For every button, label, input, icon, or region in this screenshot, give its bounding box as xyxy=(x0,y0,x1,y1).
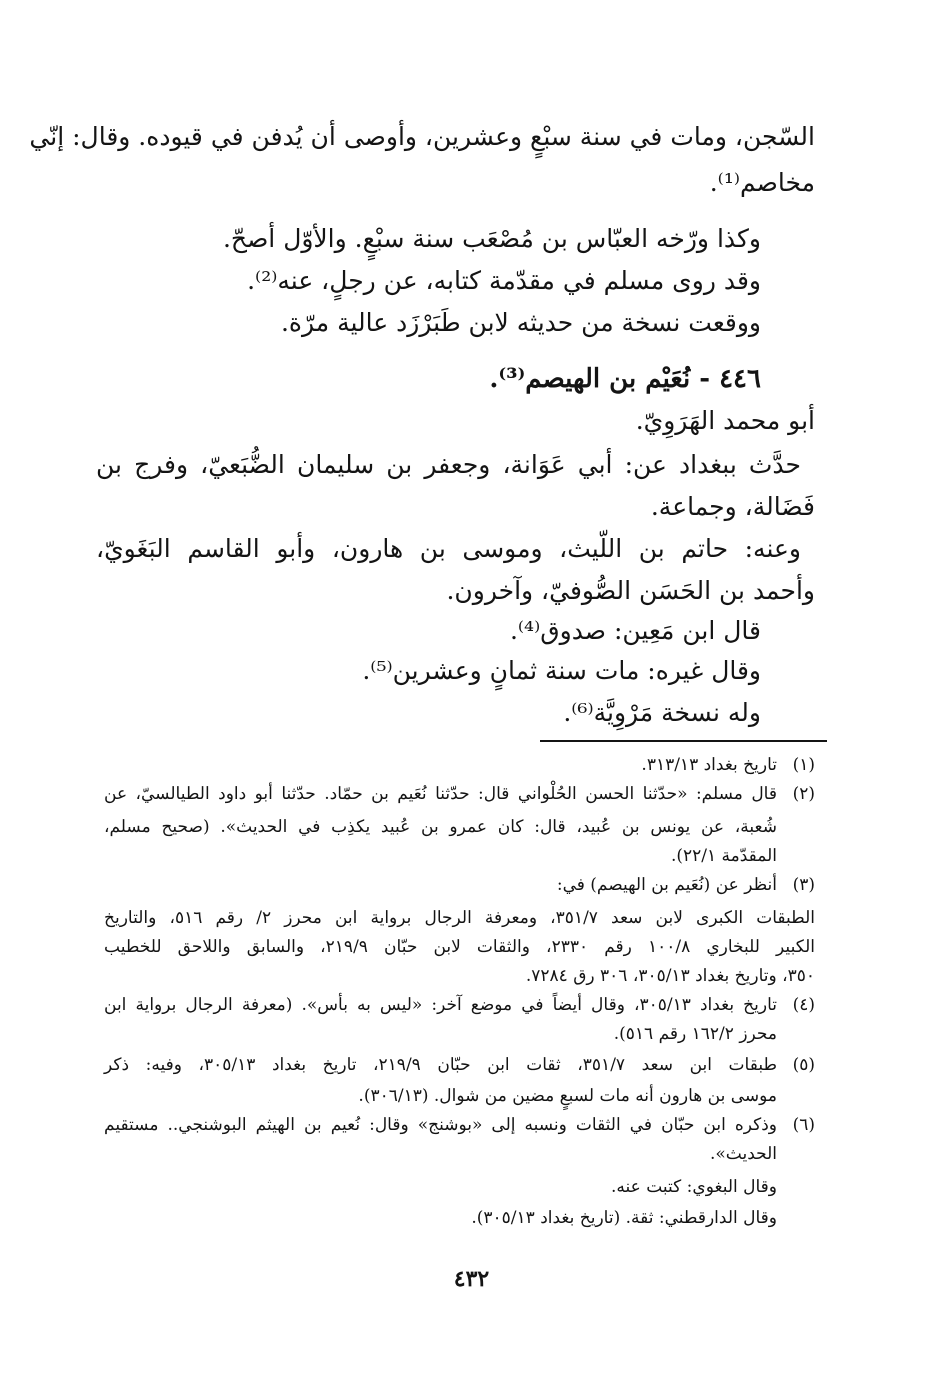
main-text-line: فَضَالة، وجماعة. xyxy=(650,492,815,521)
footnote-text: تاريخ بغداد ٣٠٥/١٣، وقال أيضاً في موضع آخر: «ليس به بأس». (معرفة الرجال برواية ابن xyxy=(104,995,777,1015)
footnote-number: (٣) xyxy=(792,875,815,895)
footnote-text: أنظر عن (نُعَيم بن الهيصم) في: xyxy=(556,875,777,895)
main-paragraph: وقال غيره: مات سنة ثمانٍ وعشرين⁽⁵⁾. xyxy=(362,656,761,685)
footnote-number: (٥) xyxy=(792,1055,815,1075)
page-number: ٤٣٢ xyxy=(453,1266,490,1292)
footnote-text: المقدّمة ٢٢/١). xyxy=(670,846,777,866)
main-paragraph: وكذا ورّخه العبّاس بن مُصْعَب سنة سبْعٍ. والأوّل أصحّ. xyxy=(222,224,761,253)
main-paragraph: ووقعت نسخة من حديثه لابن طَبَرْزَد عالية مرّة. xyxy=(280,308,761,337)
main-paragraph: وقد روى مسلم في مقدّمة كتابه، عن رجلٍ، عنه⁽²⁾. xyxy=(247,266,761,295)
footnote-text: قال مسلم: «حدّثنا الحسن الحُلْواني قال: حدّثنا نُعَيم بن حمّاد. حدّثنا أبو داود الطيالسيّ، عن xyxy=(104,784,777,804)
main-paragraph: قال ابن مَعِين: صدوق⁽⁴⁾. xyxy=(509,616,761,645)
footnote-number: (٦) xyxy=(792,1115,815,1135)
footnote-text: تاريخ بغداد ٣١٣/١٣. xyxy=(641,755,777,775)
footnote-text: محرز ١٦٢/٢ رقم ٥١٦). xyxy=(613,1024,777,1044)
footnote-text: الكبير للبخاري ١٠٠/٨ رقم ٢٣٣٠، والثقات لابن حبّان ٢١٩/٩، والسابق واللاحق للخطيب xyxy=(104,937,815,957)
footnote-text: الحديث». xyxy=(709,1144,777,1164)
footnote-text: وقال الدارقطني: ثقة. (تاريخ بغداد ٣٠٥/١٣). xyxy=(471,1208,777,1228)
entry-heading: ٤٤٦ - نُعَيْم بن الهيصم⁽³⁾. xyxy=(489,364,761,394)
main-text-line: حدَّث ببغداد عن: أبي عَوَانة، وجعفر بن سليمان الضُّبَعيّ، وفرج بن xyxy=(96,450,801,479)
footnote-number: (٤) xyxy=(792,995,815,1015)
main-text-line: السّجن، ومات في سنة سبْعٍ وعشرين، وأوصى أن يُدفن في قيوده. وقال: إنّي xyxy=(29,122,815,151)
footnote-number: (١) xyxy=(792,755,815,775)
footnote-text: الطبقات الكبرى لابن سعد ٣٥١/٧، ومعرفة الرجال برواية ابن محرز ٢/ رقم ٥١٦، والتاريخ xyxy=(104,908,815,928)
footnote-separator xyxy=(540,740,827,742)
footnote-text: شُعبة، عن يونس بن عُبيد، قال: كان عمرو بن عُبيد يكذِب في الحديث». (صحيح مسلم، xyxy=(104,817,777,837)
footnote-text: طبقات ابن سعد ٣٥١/٧، ثقات ابن حبّان ٢١٩/٩، تاريخ بغداد ٣٠٥/١٣، وفيه: ذكر xyxy=(104,1055,777,1075)
footnote-text: وذكره ابن حبّان في الثقات ونسبه إلى «بوشنج» وقال: نُعيم بن الهيثم البوشنجي.. مستقيم xyxy=(104,1115,777,1135)
footnote-text: ٣٥٠، وتاريخ بغداد ٣٠٥/١٣، ٣٠٦ رق ٧٢٨٤. xyxy=(525,966,815,986)
footnote-text: موسى بن هارون أنه مات لسبعٍ مضين من شوال. (٣٠٦/١٣). xyxy=(358,1086,777,1106)
footnote-number: (٢) xyxy=(792,784,815,804)
entry-kunya: أبو محمد الهَرَوِيّ. xyxy=(635,406,815,435)
main-text-line: وأحمد بن الحَسَن الصُّوفيّ، وآخرون. xyxy=(446,576,815,605)
main-text-line: وعنه: حاتم بن اللّيث، وموسى بن هارون، وأبو القاسم البَغَويّ، xyxy=(96,534,801,563)
footnote-text: وقال البغوي: كتبت عنه. xyxy=(611,1177,777,1197)
main-paragraph: وله نسخة مَرْوِيَّة⁽⁶⁾. xyxy=(563,698,761,727)
main-text-line: مخاصم⁽¹⁾. xyxy=(709,168,815,197)
